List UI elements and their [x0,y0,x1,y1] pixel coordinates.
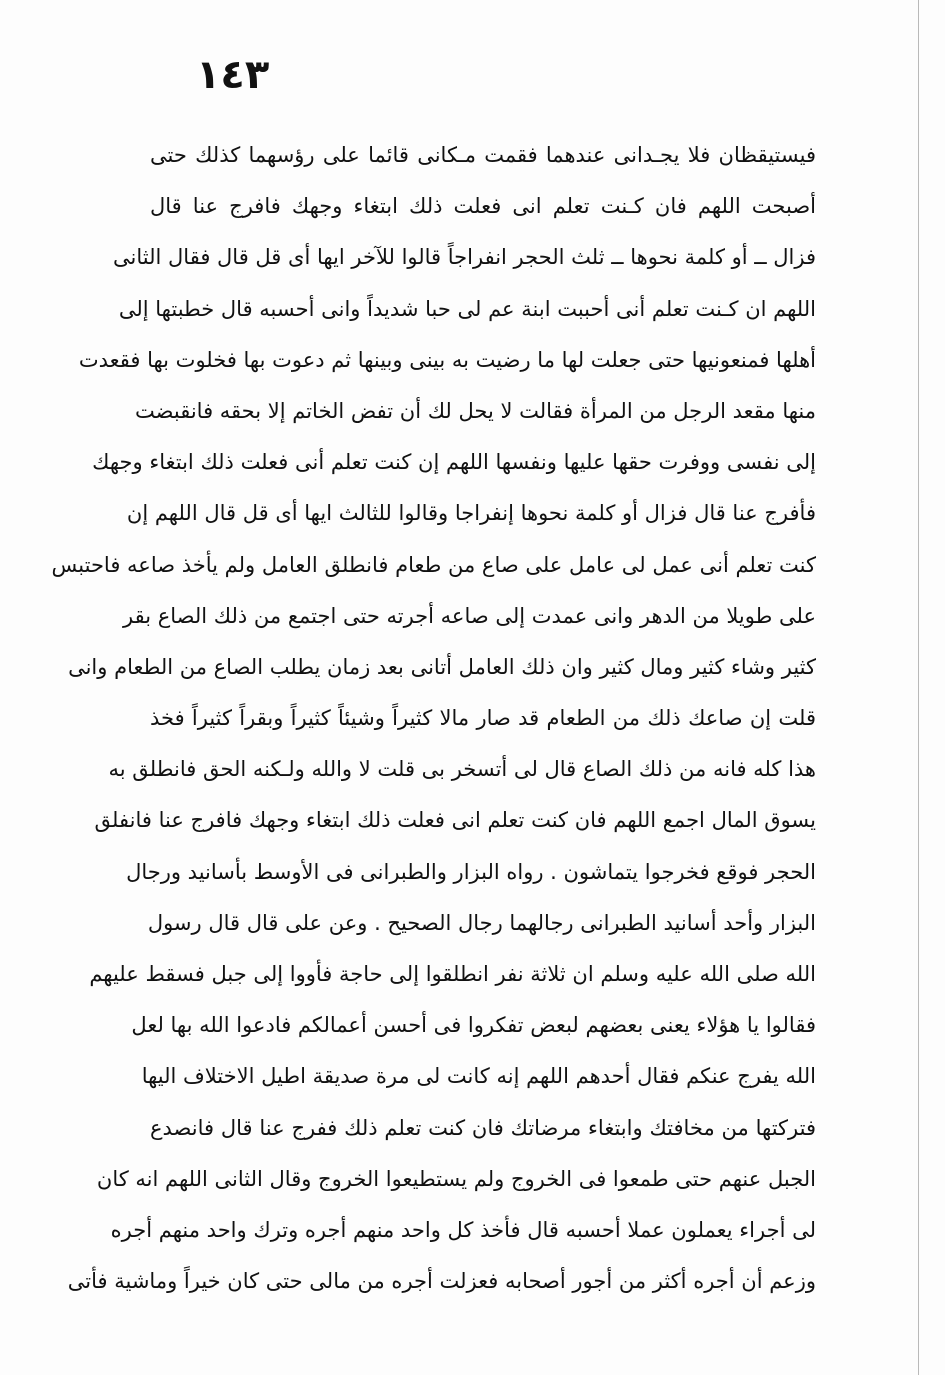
text-line: أهلها فمنعونيها حتى جعلت لها ما رضيت به بينى وبينها ثم دعوت بها فخلوت بها فقعدت [78,347,816,372]
text-line: فزال ــ أو كلمة نحوها ــ ثلث الحجر انفراجاً قالوا للآخر ايها أى قل قال فقال الثانى [113,245,816,270]
text-line: يسوق المال اجمع اللهم فان كنت تعلم انى فعلت ذلك ابتغاء وجهك فافرج عنا فانفلق [94,808,816,833]
text-line: فأفرج عنا قال فزال أو كلمة نحوها إنفراجا وقالوا للثالث ايها أى قل قال اللهم إن [126,501,816,526]
text-line: أصبحت اللهم فان كـنت تعلم انى فعلت ذلك ابتغاء وجهك فافرج عنا قال [150,194,816,219]
text-line: الجبل عنهم حتى طمعوا فى الخروج ولم يستطيعوا الخروج وقال الثانى اللهم انه كان [96,1166,816,1191]
text-line: قلت إن صاعك ذلك من الطعام قد صار مالا كثيراً وشيئاً كثيراً وبقراً كثيراً فخذ [150,706,816,731]
text-line: منها مقعد الرجل من المرأة فقالت لا يحل لك أن تفض الخاتم إلا بحقه فانقبضت [135,398,816,423]
text-line: الحجر فوقع فخرجوا يتماشون . رواه البزار والطبرانى فى الأوسط بأسانيد ورجال [126,859,816,884]
text-line: إلى نفسى ووفرت حقها عليها ونفسها اللهم إن كنت تعلم أنى فعلت ذلك ابتغاء وجهك [92,450,816,475]
text-line: فيستيقظان فلا يجـدانى عندهما فقمت مـكانى قائما على رؤسهما كذلك حتى [150,143,816,167]
text-line: اللهم ان كـنت تعلم أنى أحببت ابنة عم لى حبا شديداً وانى أحسبه قال خطبتها إلى [118,296,816,321]
text-line: على طويلا من الدهر وانى عمدت إلى صاعه أجرته حتى اجتمع من ذلك الصاع بقر [123,603,816,628]
text-line: البزار وأحد أسانيد الطبرانى رجالهما رجال الصحيح . وعن على قال قال رسول [147,910,816,935]
text-line: كنت تعلم أنى عمل لى عامل على صاع من طعام فانطلق العامل ولم يأخذ صاعه فاحتبس [51,552,816,577]
text-line: الله صلى الله عليه وسلم ان ثلاثة نفر انطلقوا إلى حاجة فأووا إلى جبل فسقط عليهم [89,962,816,986]
page-fold-line [918,0,919,1375]
text-line: لى أجراء يعملون عملا أحسبه قال فأخذ كل واحد منهم أجره وترك واحد منهم أجره [110,1217,816,1242]
text-line: هذا كله فانه من ذلك الصاع قال لى أتسخر بى قلت لا والله ولـكنه الحق فانطلق به [108,757,816,782]
text-line: الله يفرج عنكم فقال أحدهم اللهم إنه كانت لى مرة صديقة اطيل الاختلاف اليها [141,1064,816,1089]
arabic-text-block [51,130,816,1307]
text-line: وزعم أن أجره أكثر من أجور أصحابه فعزلت أجره من مالى حتى كان خيراً وماشية فأتى [67,1269,816,1294]
text-line: كثير وشاء كثير ومال كثير وان ذلك العامل أتانى بعد زمان يطلب الصاع من الطعام وانى [68,654,816,679]
text-line: فقالوا يا هؤلاء يعنى بعضهم لبعض تفكروا فى أحسن أعمالكم فادعوا الله بها لعل [131,1013,816,1038]
page-number: ١٤٣ [196,52,270,98]
text-line: فتركتها من مخافتك وابتغاء مرضاتك فان كنت تعلم ذلك ففرج عنا قال فانصدع [150,1115,816,1140]
